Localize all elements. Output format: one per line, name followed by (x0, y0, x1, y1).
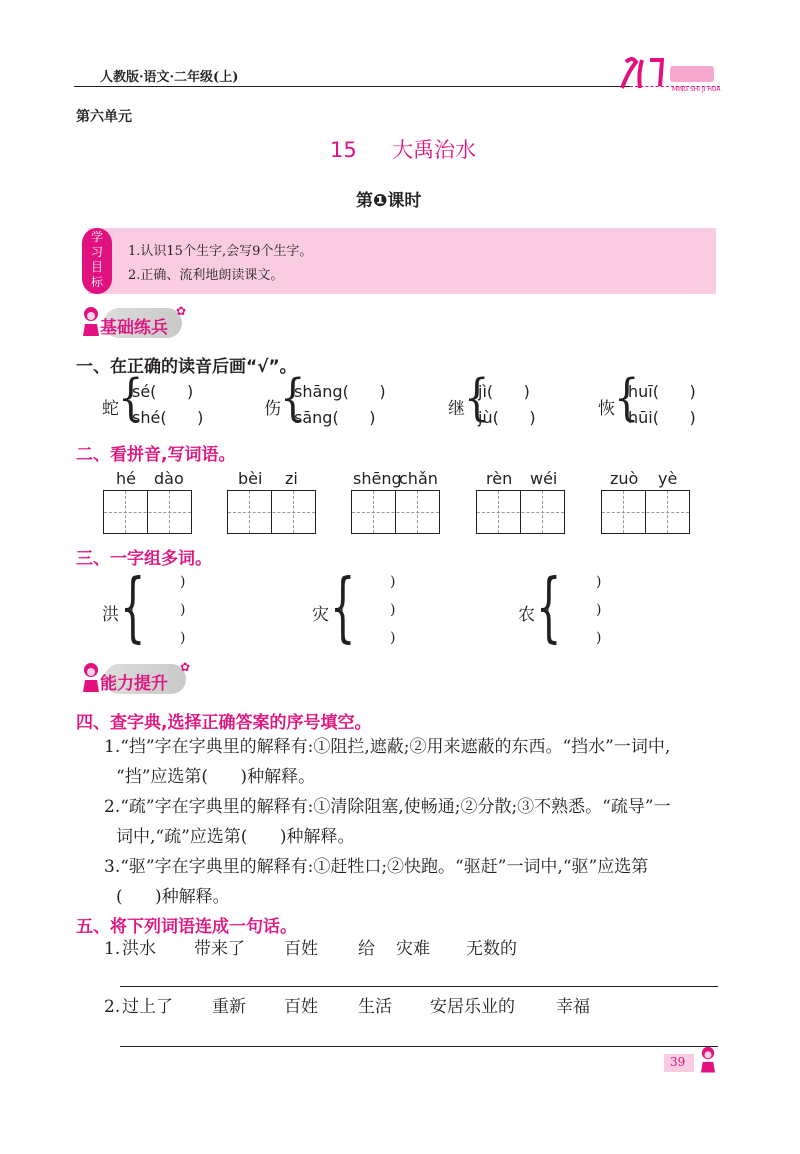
q4-title: 四、查字典,选择正确答案的序号填空。 (76, 713, 372, 733)
q3-char: 洪 (102, 605, 119, 625)
header-edition: 人教版·语文·二年级(上) (100, 70, 239, 85)
q5-word: 生活 (358, 997, 392, 1017)
answer-line[interactable] (120, 986, 718, 987)
section-basic-title: 基础练兵 (100, 318, 168, 338)
q3-blank[interactable]: ( ) (546, 630, 602, 646)
q5-word: 带来了 (194, 939, 245, 959)
q3-char: 灾 (312, 605, 329, 625)
q5-word: 洪水 (122, 939, 156, 959)
q3-blank[interactable]: ( ) (546, 574, 602, 590)
q4-line: 3.“驱”字在字典里的解释有:①赶牲口;②快跑。“驱赶”一词中,“驱”应选第 (104, 857, 649, 877)
q5-num: 1. (104, 939, 121, 959)
q1-option: shāng( ) (294, 382, 386, 401)
q1-option: jì( ) (478, 382, 530, 401)
q3-blank[interactable]: ( ) (130, 602, 186, 618)
goals-label-char: 标 (90, 275, 103, 289)
q5-word: 百姓 (284, 997, 318, 1017)
q5-num: 2. (104, 997, 121, 1017)
q2-pinyin: bèi (238, 469, 263, 488)
page-number: 39 (670, 1055, 686, 1069)
brace-icon: { (536, 564, 562, 652)
q3-title: 三、一字组多词。 (76, 549, 212, 569)
q2-title: 二、看拼音,写词语。 (76, 445, 236, 465)
q3-blank[interactable]: ( ) (130, 630, 186, 646)
q4-line: 词中,“疏”应选第( )种解释。 (116, 827, 355, 847)
section-ability-title: 能力提升 (100, 674, 168, 694)
lesson-name: 大禹治水 (392, 138, 477, 162)
q5-word: 百姓 (284, 939, 318, 959)
q4-line: ( )种解释。 (116, 887, 230, 907)
q4-line: 1.“挡”字在字典里的解释有:①阻拦,遮蔽;②用来遮蔽的东西。“挡水”一词中, (104, 737, 671, 757)
q3-blank[interactable]: ( ) (130, 574, 186, 590)
lesson-number: 15 (330, 138, 357, 162)
girl-mascot-icon (80, 306, 102, 344)
goals-label-char: 学 (90, 230, 103, 244)
q2-pinyin: zi (285, 469, 298, 488)
flower-icon: ✿ (176, 304, 187, 318)
q1-option: sé( ) (132, 382, 194, 401)
goal-item: 2.正确、流利地朗读课文。 (128, 268, 284, 283)
q3-char: 农 (518, 605, 535, 625)
header-rule (74, 86, 630, 87)
goals-box (88, 228, 716, 294)
q1-char: 恢 (598, 399, 615, 419)
brace-icon: { (120, 564, 146, 652)
writing-grid[interactable] (601, 490, 690, 534)
brace-icon: { (614, 369, 640, 427)
q1-char: 伤 (264, 399, 281, 419)
q1-option: shé( ) (132, 408, 204, 427)
q3-blank[interactable]: ( ) (340, 602, 396, 618)
q1-option: jù( ) (478, 408, 536, 427)
q5-word: 给 (358, 939, 375, 959)
goals-label-char: 习 (90, 245, 103, 259)
q1-title: 一、在正确的读音后画“√”。 (76, 357, 297, 377)
brace-icon: { (118, 369, 144, 427)
girl-mascot-icon (698, 1046, 718, 1080)
q3-item (102, 564, 282, 652)
q3-item (312, 564, 492, 652)
lesson-period: 第❶课时 (356, 191, 422, 211)
writing-grid[interactable] (476, 490, 565, 534)
flower-icon: ✿ (180, 660, 191, 674)
goal-item: 1.认识15个生字,会写9个生字。 (128, 244, 313, 259)
answer-line[interactable] (120, 1046, 718, 1047)
q5-word: 过上了 (122, 997, 173, 1017)
q1-char: 继 (448, 399, 465, 419)
q2-pinyin: dào (154, 469, 184, 488)
q5-title: 五、将下列词语连成一句话。 (76, 917, 297, 937)
brace-icon: { (464, 369, 490, 427)
q1-option: hūi( ) (628, 408, 696, 427)
q5-word: 幸福 (556, 997, 590, 1017)
q3-blank[interactable]: ( ) (546, 602, 602, 618)
q2-pinyin: zuò (610, 469, 639, 488)
q5-word: 安居乐业的 (430, 997, 515, 1017)
brand-logo (612, 52, 722, 98)
lesson-title (330, 134, 476, 164)
writing-grid[interactable] (103, 490, 192, 534)
brand-pinyin: MING SHI JI HUA (672, 86, 721, 93)
q1-option: sāng( ) (294, 408, 376, 427)
q3-blank[interactable]: ( ) (340, 574, 396, 590)
q4-line: “挡”应选第( )种解释。 (116, 767, 316, 787)
q5-word: 重新 (212, 997, 246, 1017)
unit-label: 第六单元 (76, 109, 132, 125)
q2-pinyin: shēng (353, 469, 402, 488)
writing-grid[interactable] (351, 490, 440, 534)
q2-pinyin: chǎn (399, 469, 438, 488)
q1-char: 蛇 (102, 399, 119, 419)
q3-blank[interactable]: ( ) (340, 630, 396, 646)
q4-line: 2.“疏”字在字典里的解释有:①清除阻塞,使畅通;②分散;③不熟悉。“疏导”一 (104, 797, 671, 817)
girl-mascot-icon (80, 662, 102, 700)
brace-icon: { (280, 369, 306, 427)
q5-word: 灾难 (396, 939, 430, 959)
q1-option: huī( ) (628, 382, 696, 401)
brace-icon: { (330, 564, 356, 652)
q3-item (518, 564, 698, 652)
q2-pinyin: rèn (486, 469, 513, 488)
writing-grid[interactable] (227, 490, 316, 534)
goals-label (88, 230, 106, 290)
q2-pinyin: hé (116, 469, 136, 488)
q2-pinyin: yè (658, 469, 678, 488)
goals-label-char: 目 (90, 260, 103, 274)
q5-word: 无数的 (466, 939, 517, 959)
q2-pinyin: wéi (530, 469, 558, 488)
